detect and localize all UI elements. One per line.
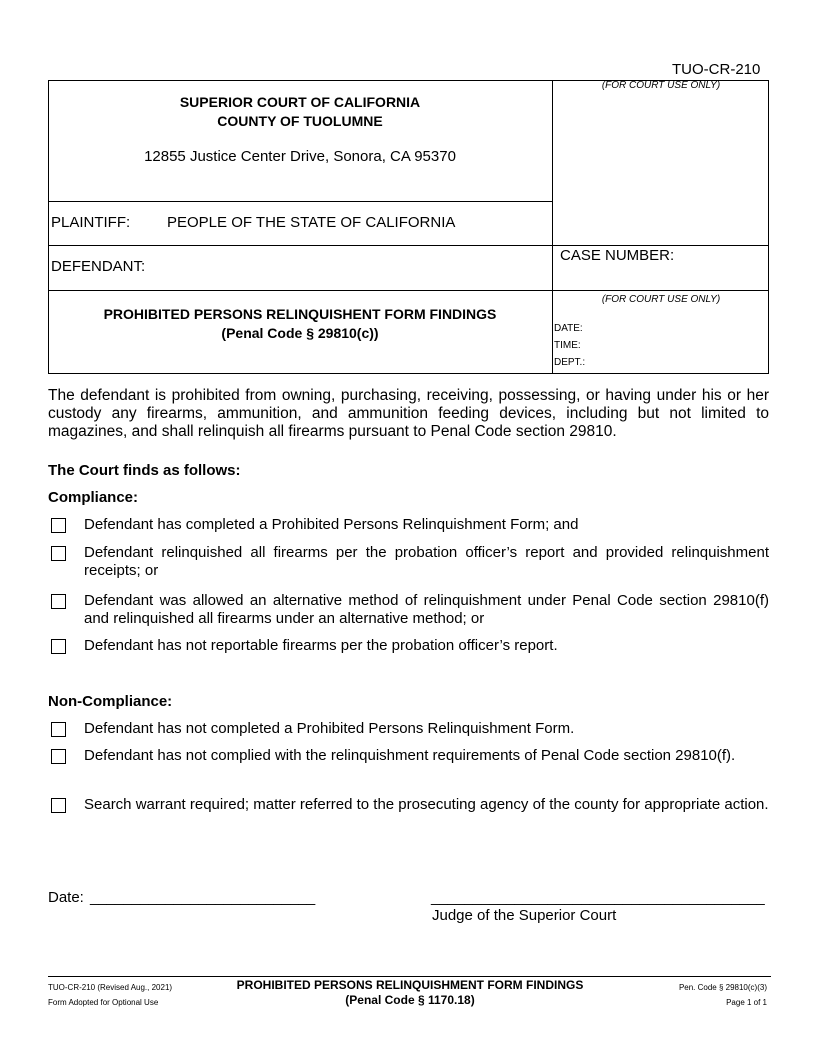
compliance-text-3: Defendant was allowed an alternative method of relinquishment under Penal Code section 29810(f) and relinquished all firearms under an alternative method; or — [84, 592, 769, 627]
form-number: TUO-CR-210 — [672, 61, 761, 78]
plaintiff-divider — [48, 245, 769, 246]
signature-date-line[interactable]: ___________________________ — [90, 889, 316, 906]
compliance-text-1: Defendant has completed a Prohibited Persons Relinquishment Form; and — [84, 516, 579, 533]
footer-page-number: Page 1 of 1 — [726, 998, 767, 1007]
compliance-item-3 — [48, 592, 769, 628]
compliance-item-1 — [48, 516, 769, 534]
footer-title-line1: PROHIBITED PERSONS RELINQUISHMENT FORM FINDINGS — [236, 978, 584, 992]
date-label: DATE: — [554, 323, 583, 334]
noncompliance-heading: Non-Compliance: — [48, 693, 173, 710]
dept-label: DEPT.: — [554, 357, 586, 368]
defendant-divider — [48, 290, 769, 291]
noncompliance-item-1 — [48, 720, 769, 738]
address-city: Sonora, CA 95370 — [333, 148, 456, 165]
noncompliance-text-3: Search warrant required; matter referred to the prosecuting agency of the county for appropriate action. — [84, 796, 769, 813]
address-street: 12855 Justice Center Drive, — [144, 148, 330, 165]
footer-form-revision: TUO-CR-210 (Revised Aug., 2021) — [48, 983, 173, 992]
compliance-item-4 — [48, 637, 769, 655]
court-use-label-top: (FOR COURT USE ONLY) — [601, 80, 721, 91]
caption-bottom-border — [48, 373, 769, 374]
noncompliance-checkbox-1[interactable] — [51, 722, 66, 737]
caption-divider — [552, 80, 553, 374]
footer-adopted: Form Adopted for Optional Use — [48, 998, 159, 1007]
judge-label: Judge of the Superior Court — [432, 907, 617, 924]
noncompliance-text-2: Defendant has not complied with the relinquishment requirements of Penal Code section 29810(f). — [84, 747, 736, 764]
court-use-label-bottom: (FOR COURT USE ONLY) — [601, 294, 721, 305]
footer-code-ref: Pen. Code § 29810(c)(3) — [678, 983, 767, 992]
compliance-checkbox-2[interactable] — [51, 546, 66, 561]
defendant-label: DEFENDANT: — [51, 258, 146, 275]
compliance-heading: Compliance: — [48, 489, 139, 506]
findings-heading: The Court finds as follows: — [48, 462, 241, 479]
noncompliance-item-2 — [48, 747, 769, 765]
judge-signature-line[interactable]: ________________________________________ — [431, 889, 765, 906]
form-title — [48, 305, 552, 343]
compliance-text-2: Defendant relinquished all firearms per the probation officer’s report and provided relinquishment receipts; or — [84, 544, 769, 579]
compliance-item-2 — [48, 544, 769, 580]
footer-title-line2: (Penal Code § 1170.18) — [345, 993, 475, 1007]
footer-rule — [48, 976, 771, 977]
court-section-divider — [48, 201, 553, 202]
noncompliance-text-1: Defendant has not completed a Prohibited Persons Relinquishment Form. — [84, 720, 575, 737]
court-line1: SUPERIOR COURT OF CALIFORNIA — [179, 94, 421, 110]
plaintiff-value: PEOPLE OF THE STATE OF CALIFORNIA — [167, 214, 456, 231]
court-name — [48, 93, 552, 131]
footer-title — [190, 978, 630, 1008]
case-number-label: CASE NUMBER: — [560, 247, 675, 264]
time-label: TIME: — [554, 340, 581, 351]
compliance-checkbox-4[interactable] — [51, 639, 66, 654]
compliance-text-4: Defendant has not reportable firearms per the probation officer’s report. — [84, 637, 558, 654]
signature-date-label: Date: — [48, 889, 84, 906]
caption-right-border — [768, 80, 769, 374]
compliance-checkbox-3[interactable] — [51, 594, 66, 609]
noncompliance-checkbox-2[interactable] — [51, 749, 66, 764]
compliance-checkbox-1[interactable] — [51, 518, 66, 533]
form-title-line2: (Penal Code § 29810(c)) — [221, 325, 379, 341]
form-title-line1: PROHIBITED PERSONS RELINQUISHENT FORM FINDINGS — [103, 306, 497, 322]
plaintiff-label: PLAINTIFF: — [51, 214, 131, 231]
noncompliance-checkbox-3[interactable] — [51, 798, 66, 813]
court-address — [48, 148, 552, 165]
court-line2: COUNTY OF TUOLUMNE — [217, 113, 383, 129]
noncompliance-item-3 — [48, 796, 769, 814]
intro-paragraph: The defendant is prohibited from owning, purchasing, receiving, possessing, or having under his or her custody any firearms, ammunition, and ammunition feeding devices, including but not limited to magazines, and shall relinquish all firearms pursuant to Penal Code section 29810. — [48, 387, 769, 440]
